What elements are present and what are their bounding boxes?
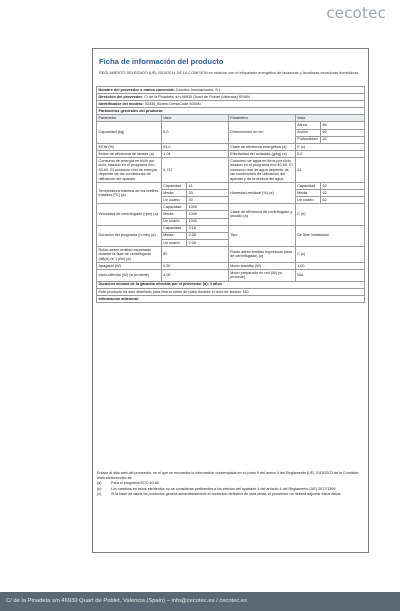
model-label: Identificador del modelo: — [98, 101, 144, 106]
noise-label: Ruido aéreo emitido expresado durante la fase de centrifugado (dB(A) re 1 pW) (a) — [97, 246, 162, 262]
water-label: Consumo de agua en litros por ciclo, basado en el programa eco 40-60. El consumo real de agua depende de las condiciones de utilización del aparato y de la dureza del agua — [228, 157, 295, 182]
water-value: 43 — [295, 157, 364, 182]
note-text: Si la base de datos de productos genera automáticamente el contenido definitivo de esta celda, el proveedor no deberá adjuntar estos datos. — [111, 491, 342, 496]
additional-info-row — [97, 295, 365, 302]
energy-value: 0,737 — [161, 157, 228, 182]
rinse-label: Efectividad del aclarado (g/kg) (a) — [228, 150, 295, 157]
temp-load-1: Capacidad — [161, 183, 186, 190]
duration-label: Duración del programa (h:min) (a) — [97, 225, 162, 246]
capacity-value: 6,0 — [161, 122, 228, 143]
notes-block — [97, 471, 365, 497]
spin-value-3: 1000 — [187, 218, 229, 225]
general-params-heading: Parámetros generales del producto: — [97, 108, 365, 115]
capacity-label: Capacidad (kg) — [97, 122, 162, 143]
off-label: Apagado (W) — [97, 262, 162, 269]
wash-eff-label: Índice de eficiencia de lavado (a) — [97, 150, 162, 157]
product-information-sheet — [92, 48, 369, 553]
supplier-label: Nombre del proveedor o marca comercial: — [98, 87, 175, 92]
additional-info-text: Enlace al sitio web del proveedor, en el que se encuentra la información contemplada en el punto 9 del anexo II del Reglamento (UE) 2019/2023 de la Comisión: www.storececotec.es — [97, 471, 360, 481]
table-row — [97, 183, 365, 190]
silver-ions-text: Este producto ha sido diseñado para liberar iones de plata durante el ciclo de lavado: NO — [97, 288, 365, 295]
rinse-value: 5,0 — [295, 150, 364, 157]
additional-info-heading: Información adicional: — [97, 295, 365, 302]
moisture-label: Humedad residual (%) (a) — [228, 183, 295, 204]
moisture-value-2: 62 — [320, 190, 364, 197]
table-row — [97, 262, 365, 269]
table-row — [97, 270, 365, 282]
dimensions-label: Dimensiones en cm — [228, 122, 295, 143]
type-value: De libre instalación — [295, 225, 364, 246]
sheet-title: Ficha de información del producto — [99, 57, 224, 66]
header-parameter-2: Parámetro — [228, 115, 295, 122]
spin-load-2: Media — [161, 211, 186, 218]
list-item — [97, 492, 365, 497]
note-key: (b) — [97, 486, 102, 491]
temp-load-3: Un cuarto — [161, 197, 186, 204]
temp-load-2: Media — [161, 190, 186, 197]
header-value-2: Valor — [295, 115, 364, 122]
noise-class-label: Ruido aéreo emitido expresado (fase de centrifugado) (a) — [228, 246, 295, 262]
header-value-1: Valor — [161, 115, 228, 122]
footer-address: C/ de la Pinadeta s/n 46930 Quart de Poblet, Valencia (Spain) – info@cecotec.es / cecotec.es — [6, 598, 248, 604]
moisture-load-3: Un cuarto — [295, 197, 320, 204]
eec-value: E (c) — [295, 143, 364, 150]
header-parameter-1: Parámetro — [97, 115, 162, 122]
delay-value: 4,00 — [161, 270, 228, 282]
moisture-value-1: 62 — [320, 183, 364, 190]
model-row — [97, 101, 365, 108]
duration-load-3: Un cuarto — [161, 239, 186, 246]
silver-row — [97, 288, 365, 295]
wash-eff-value: 1,04 — [161, 150, 228, 157]
temp-value-3: 30 — [187, 197, 229, 204]
table-row — [97, 204, 365, 211]
dim-depth-label: Profundidad — [295, 136, 320, 143]
eeiw-label: EEIw (%) — [97, 143, 162, 150]
supplier-value: Cecotec Innovaciones, S.L. — [175, 87, 222, 92]
duration-load-1: Capacidad — [161, 225, 186, 232]
duration-load-2: Media — [161, 232, 186, 239]
table-row — [97, 122, 365, 129]
address-label: Dirección del proveedor: — [98, 94, 144, 99]
note-key: (a) — [97, 481, 102, 486]
model-value: 02335_Bolero DressCode 6000N — [144, 101, 201, 106]
table-header-row — [97, 115, 365, 122]
dim-height-label: Altura — [295, 122, 320, 129]
temp-label: Temperatura máxima de los textiles tratados (ºC) (a) — [97, 183, 162, 204]
eeiw-value: 93,0 — [161, 143, 228, 150]
dim-height-value: 85 — [320, 122, 364, 129]
energy-label: Consumo de energía en kWh por ciclo, basado en el programa eco 40-60. El consumo real de energía depende de las condiciones de utilización del aparato — [97, 157, 162, 182]
moisture-load-1: Capacidad — [295, 183, 320, 190]
moisture-load-2: Media — [295, 190, 320, 197]
duration-value-3: 2:36 — [187, 239, 229, 246]
spin-value-1: 1000 — [187, 204, 229, 211]
spin-load-3: Un cuarto — [161, 218, 186, 225]
spin-label: Velocidad de centrifugado (rpm) (a) — [97, 204, 162, 225]
supplier-row — [97, 87, 365, 94]
off-value: 0,50 — [161, 262, 228, 269]
general-params-row — [97, 108, 365, 115]
dim-depth-value: 40 — [320, 136, 364, 143]
netstandby-value: N/A — [295, 270, 364, 282]
warranty-row — [97, 281, 365, 288]
moisture-value-3: 62 — [320, 197, 364, 204]
temp-value-2: 33 — [187, 190, 229, 197]
delay-label: Inicio diferido (W) (si procede) — [97, 270, 162, 282]
standby-label: Modo standby (W) — [228, 262, 295, 269]
regulation-text: REGLAMENTO DELEGADO (UE) 2019/2014 DE LA COMISION en relación con el etiquetado energético de lavadoras y lavadoras-secadoras domésticas. — [99, 71, 360, 75]
note-key: (c) — [97, 491, 102, 496]
address-row — [97, 94, 365, 101]
address-value: C/ de la Pinadeta, s/n 46930 Quart de Poblet (Valencia) SPAIN — [144, 94, 250, 99]
eec-label: Clase de eficiencia energética (a) — [228, 143, 295, 150]
spin-class-value: C (e) — [295, 204, 364, 225]
table-row — [97, 150, 365, 157]
spin-value-2: 1000 — [187, 211, 229, 218]
standby-value: 1,00 — [295, 262, 364, 269]
table-row — [97, 246, 365, 262]
type-label: Tipo — [228, 225, 295, 246]
dim-width-value: 60 — [320, 129, 364, 136]
duration-value-2: 2:36 — [187, 232, 229, 239]
note-text: Los cambios en estos elementos no se consideran pertinentes a los efectos del apartado 4 del artículo 4 del Reglamento (UE) 2017/1369 — [111, 486, 336, 491]
table-row — [97, 143, 365, 150]
warranty-text: Duración mínima de la garantía ofrecida por el proveedor (b): 3 años — [97, 281, 365, 288]
note-text: Para el programa ECO 40-60 — [111, 481, 159, 486]
spin-load-1: Capacidad — [161, 204, 186, 211]
duration-value-1: 3:18 — [187, 225, 229, 232]
table-row — [97, 157, 365, 182]
dim-width-label: Ancho — [295, 129, 320, 136]
netstandby-label: Modo preparado en red (W) (si procede) — [228, 270, 295, 282]
footer-bar — [0, 592, 400, 611]
temp-value-1: 41 — [187, 183, 229, 190]
noise-class-value: C (c) — [295, 246, 364, 262]
cecotec-logo: cecotec — [326, 4, 386, 22]
spin-class-label: Clase de eficiencia de centrifugado y secado (a) — [228, 204, 295, 225]
table-row — [97, 225, 365, 232]
product-parameters-table — [96, 86, 365, 303]
noise-value: 80 — [161, 246, 228, 262]
